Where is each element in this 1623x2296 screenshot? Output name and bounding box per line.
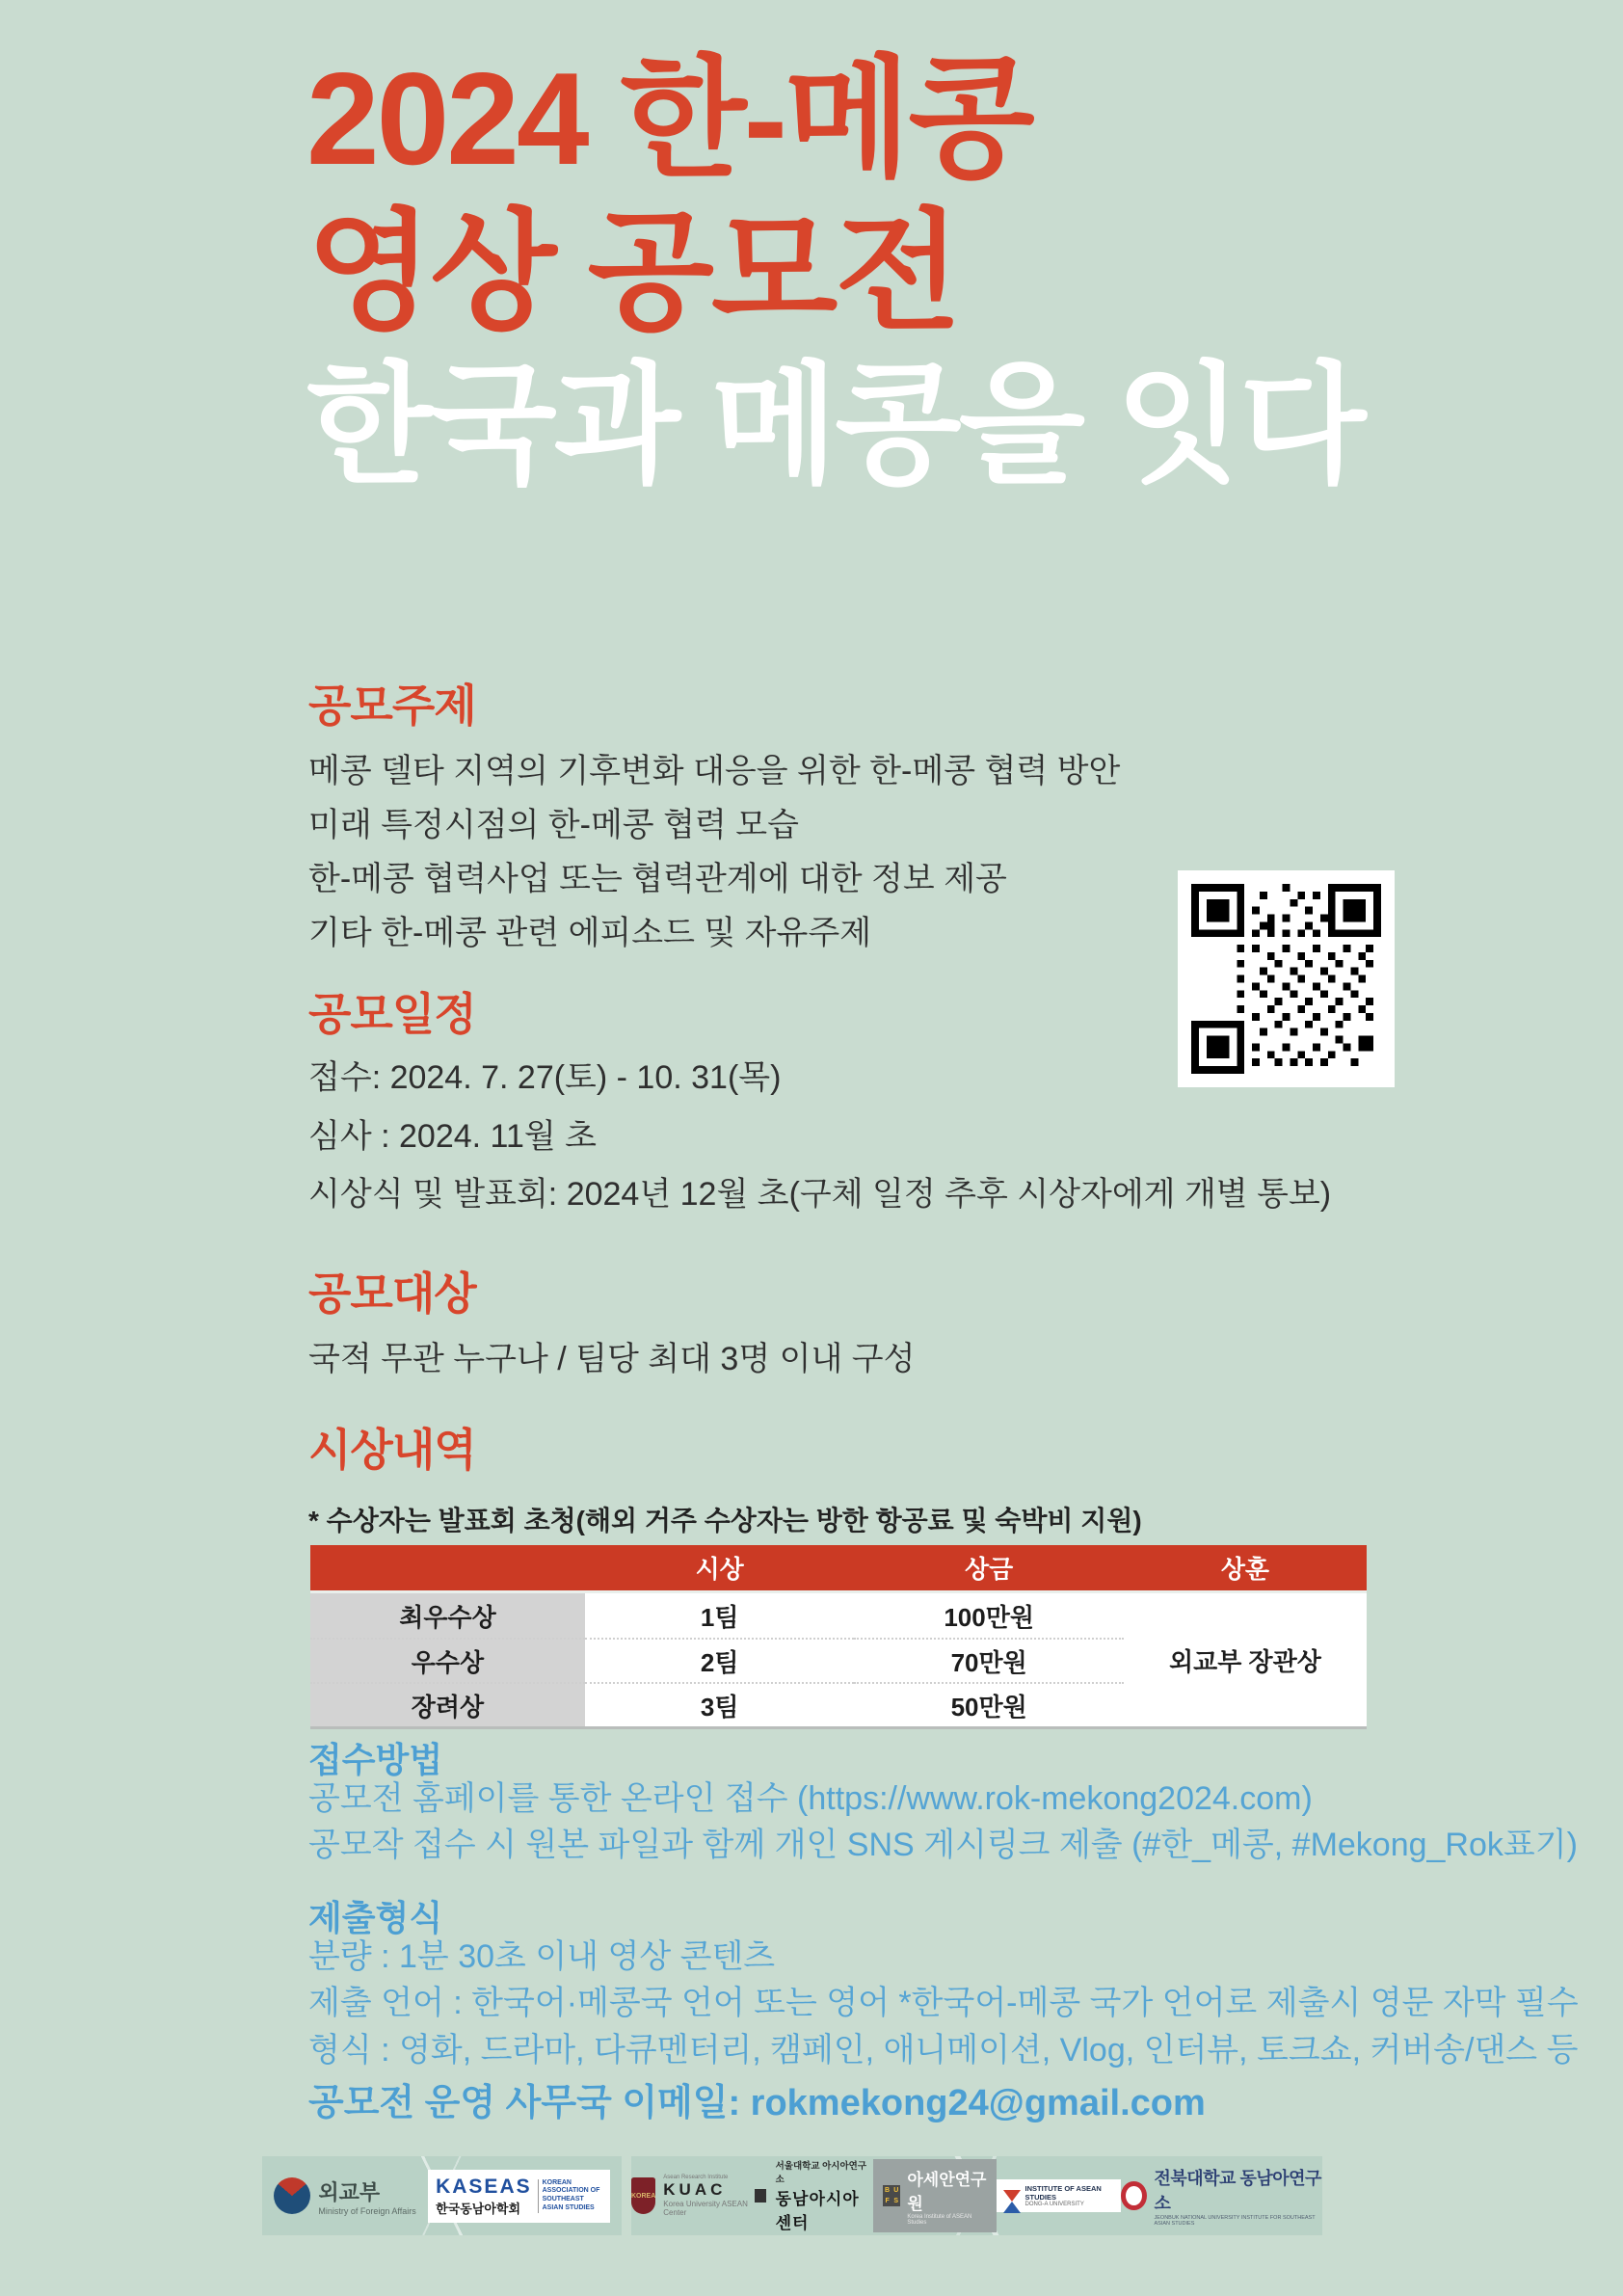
table-row-label: 최우수상 (310, 1593, 585, 1638)
section-heading-format: 제출형식 (308, 1898, 443, 1937)
footer-strip-left (262, 2156, 622, 2235)
mofa-name-en: Ministry of Foreign Affairs (318, 2205, 416, 2216)
table-row-label: 장려상 (310, 1682, 585, 1726)
table-header-prize: 상금 (854, 1545, 1123, 1593)
logo-kias (873, 2159, 997, 2232)
kias-name: 아세안연구원 (907, 2171, 987, 2213)
kuac-sub: Korea University ASEAN Center (663, 2200, 748, 2217)
schedule-item: 접수: 2024. 7. 27(토) - 10. 31(목) (308, 1059, 782, 1096)
jbnu-sub: JEONBUK NATIONAL UNIVERSITY INSTITUTE FOR SOUTHEAST ASIAN STUDIES (1154, 2215, 1316, 2227)
snuac-name: 동남아시아센터 (775, 2190, 860, 2232)
eligibility-body (308, 1332, 915, 1386)
format-item: 형식 : 영화, 드라마, 다큐멘터리, 캠페인, 애니메이션, Vlog, 인터뷰, 토크쇼, 커버송/댄스 등 (308, 2031, 1579, 2069)
kuac-abbr: KUAC (663, 2180, 727, 2199)
table-header-blank (310, 1545, 585, 1593)
donga-sub: DONG-A UNIVERSITY (1024, 2202, 1084, 2207)
apply-item: 공모작 접수 시 원본 파일과 함께 개인 SNS 게시링크 제출 (#한_메콩, #Mekong_Rok표기) (308, 1827, 1578, 1864)
contact-email: 공모전 운영 사무국 이메일: rokmekong24@gmail.com (308, 2083, 1206, 2123)
theme-body (308, 744, 1120, 960)
poster-title (306, 42, 1364, 502)
kaseas-abbr: KASEAS (436, 2175, 532, 2198)
kaseas-name: 한국동남아학회 (436, 2201, 520, 2216)
taegeuk-icon (274, 2177, 310, 2214)
section-heading-awards: 시상내역 (308, 1425, 476, 1475)
section-heading-apply: 접수방법 (308, 1740, 443, 1779)
apply-item: 공모전 홈페이를 통한 온라인 접수 (https://www.rok-mekong2024.com) (308, 1780, 1313, 1817)
theme-item: 기타 한-메콩 관련 에피소드 및 자유주제 (308, 915, 872, 952)
kias-sub: Korea Institute of ASEAN Studies (907, 2214, 972, 2226)
table-cell: 70만원 (854, 1638, 1123, 1682)
jbnu-name: 전북대학교 동남아연구소 (1154, 2169, 1321, 2213)
qr-code-icon (1191, 884, 1381, 1074)
table-row-label: 우수상 (310, 1638, 585, 1682)
theme-item: 메콩 델타 지역의 기후변화 대응을 위한 한-메콩 협력 방안 (308, 753, 1121, 789)
table-cell: 100만원 (854, 1593, 1123, 1638)
table-header-honor: 상훈 (1124, 1545, 1367, 1593)
format-item: 제출 언어 : 한국어·메콩국 언어 또는 영어 *한국어-메콩 국가 언어로 제출시 영문 자막 필수 (308, 1985, 1579, 2022)
awards-table (310, 1545, 1367, 1729)
bufs-grid-icon: B U F S (883, 2185, 900, 2206)
table-cell-merged-award: 외교부 장관상 (1124, 1593, 1367, 1726)
jbnu-emblem-icon (1121, 2181, 1147, 2210)
logo-donga (997, 2179, 1121, 2212)
section-heading-eligibility: 공모대상 (308, 1268, 476, 1319)
format-item: 분량 : 1분 30초 이내 영상 콘텐츠 (308, 1938, 776, 1975)
section-heading-schedule: 공모일정 (308, 989, 476, 1039)
table-cell: 3팀 (585, 1682, 854, 1726)
title-line-3: 한국과 메콩을 잇다 (306, 352, 1364, 499)
theme-item: 미래 특정시점의 한-메콩 협력 모습 (308, 807, 799, 844)
theme-item: 한-메콩 협력사업 또는 협력관계에 대한 정보 제공 (308, 861, 1007, 898)
logo-jbnu (1121, 2165, 1322, 2227)
table-header-sisang: 시상 (585, 1545, 854, 1593)
hourglass-icon (1003, 2190, 1021, 2202)
snuac-mark-icon (755, 2189, 766, 2203)
apply-body (308, 1775, 1578, 1869)
logo-kaseas (428, 2170, 610, 2223)
kaseas-name-en: KOREAN ASSOCIATION OF SOUTHEAST ASIAN STUDIES (538, 2179, 602, 2213)
logo-snuac (755, 2158, 873, 2233)
schedule-item: 시상식 및 발표회: 2024년 12월 초(구체 일정 추후 시상자에게 개별 통보) (308, 1176, 1332, 1214)
section-heading-theme: 공모주제 (308, 681, 476, 731)
schedule-item: 심사 : 2024. 11월 초 (308, 1117, 597, 1155)
format-body (308, 1934, 1579, 2073)
schedule-body (308, 1049, 1331, 1224)
table-cell: 1팀 (585, 1593, 854, 1638)
logo-kuac (631, 2175, 755, 2217)
eligibility-item: 국적 무관 누구나 / 팀당 최대 3명 이내 구성 (308, 1341, 916, 1377)
table-cell: 50만원 (854, 1682, 1123, 1726)
mofa-name: 외교부 (318, 2179, 381, 2204)
title-line-2: 영상 공모전 (306, 199, 959, 346)
awards-note: * 수상자는 발표회 초청(해외 거주 수상자는 방한 항공료 및 숙박비 지원) (308, 1506, 1142, 1535)
kuac-top: Asean Research Institute (663, 2175, 729, 2180)
snuac-top: 서울대학교 아시아연구소 (775, 2161, 867, 2185)
logo-mofa (274, 2176, 415, 2216)
footer-strip-right (631, 2156, 1322, 2235)
donga-name: INSTITUTE OF ASEAN STUDIES (1024, 2184, 1102, 2202)
title-line-1: 2024 한-메콩 (306, 45, 1032, 192)
korea-university-shield-icon: KOREA (631, 2177, 655, 2214)
table-cell: 2팀 (585, 1638, 854, 1682)
